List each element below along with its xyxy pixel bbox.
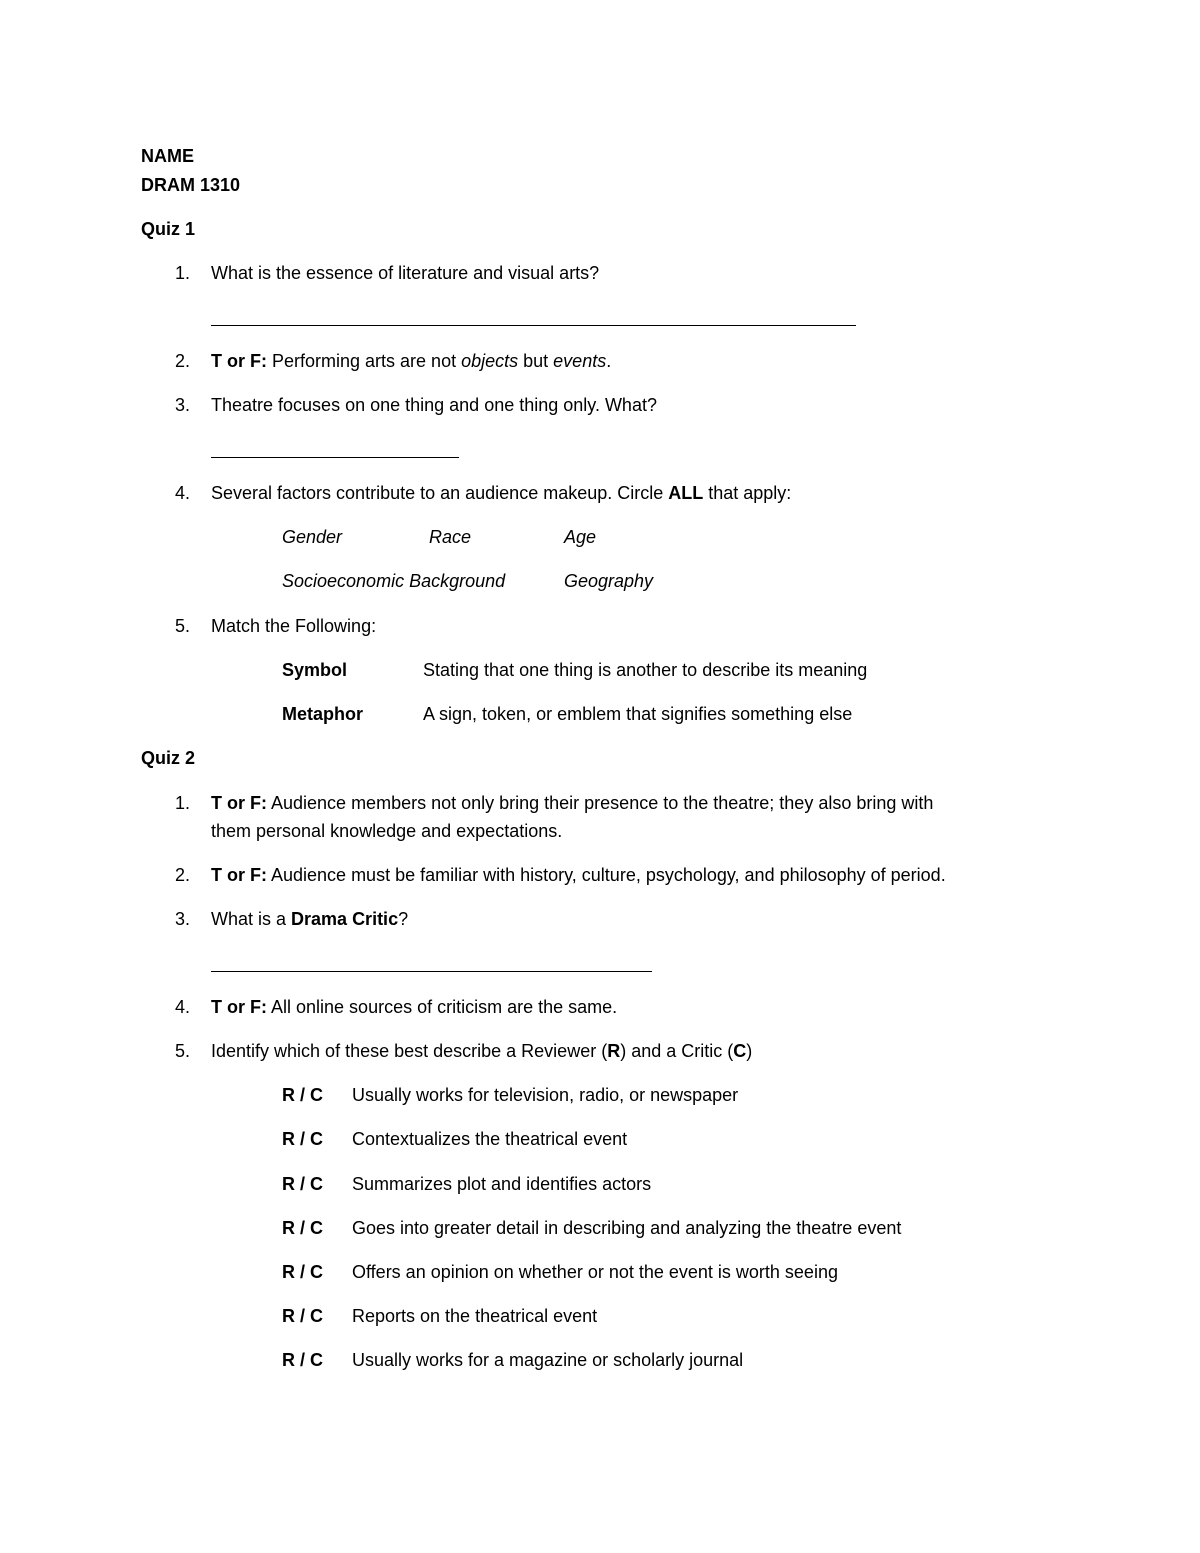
q1-2-text: T or F: Performing arts are not objects but events. — [211, 351, 612, 371]
q1-1-answer-line[interactable] — [211, 325, 856, 326]
q2-5-number: 5. — [175, 1041, 191, 1061]
q2-5-text: Identify which of these best describe a Reviewer (R) and a Critic (C) — [211, 1041, 753, 1061]
q1-3-number: 3. — [175, 395, 191, 415]
rc-choice-7[interactable]: R / C — [282, 1350, 324, 1370]
course-code: DRAM 1310 — [141, 175, 241, 195]
q2-2-text: T or F: Audience must be familiar with history, culture, psychology, and philosophy of period. — [211, 865, 946, 885]
option-gender[interactable]: Gender — [282, 527, 343, 547]
rc-choice-4[interactable]: R / C — [282, 1218, 324, 1238]
q2-1-text-line2: them personal knowledge and expectations. — [211, 821, 563, 841]
rc-choice-5[interactable]: R / C — [282, 1262, 324, 1282]
q2-1-text-line1: T or F: Audience members not only bring their presence to the theatre; they also bring with — [211, 793, 934, 813]
q1-4-number: 4. — [175, 483, 191, 503]
rc-choice-6[interactable]: R / C — [282, 1306, 324, 1326]
rc-item-1: Usually works for television, radio, or newspaper — [352, 1085, 739, 1105]
q2-3-text: What is a Drama Critic? — [211, 909, 409, 929]
quiz2-title: Quiz 2 — [141, 748, 196, 768]
name-label: NAME — [141, 146, 194, 166]
rc-item-6: Reports on the theatrical event — [352, 1306, 598, 1326]
rc-choice-2[interactable]: R / C — [282, 1129, 324, 1149]
q1-2-number: 2. — [175, 351, 191, 371]
option-race[interactable]: Race — [429, 527, 472, 547]
q1-3-answer-line[interactable] — [211, 457, 459, 458]
q1-1-number: 1. — [175, 263, 191, 283]
option-geography[interactable]: Geography — [564, 571, 654, 591]
q2-2-number: 2. — [175, 865, 191, 885]
q2-3-answer-line[interactable] — [211, 971, 652, 972]
match-definition-2: A sign, token, or emblem that signifies something else — [423, 704, 853, 724]
rc-item-7: Usually works for a magazine or scholarly journal — [352, 1350, 744, 1370]
match-term-metaphor: Metaphor — [282, 704, 363, 724]
q1-3-text: Theatre focuses on one thing and one thing only. What? — [211, 395, 657, 415]
q2-4-number: 4. — [175, 997, 191, 1017]
rc-choice-3[interactable]: R / C — [282, 1174, 324, 1194]
q1-5-number: 5. — [175, 616, 191, 636]
match-definition-1: Stating that one thing is another to describe its meaning — [423, 660, 868, 680]
rc-item-5: Offers an opinion on whether or not the event is worth seeing — [352, 1262, 838, 1282]
option-socioeconomic[interactable]: Socioeconomic Background — [282, 571, 506, 591]
q1-4-text: Several factors contribute to an audience makeup. Circle ALL that apply: — [211, 483, 792, 503]
quiz1-title: Quiz 1 — [141, 219, 196, 239]
match-term-symbol: Symbol — [282, 660, 348, 680]
q1-1-text: What is the essence of literature and visual arts? — [211, 263, 600, 283]
rc-item-4: Goes into greater detail in describing and analyzing the theatre event — [352, 1218, 902, 1238]
q2-1-number: 1. — [175, 793, 191, 813]
q1-5-text: Match the Following: — [211, 616, 377, 636]
q2-3-number: 3. — [175, 909, 191, 929]
rc-item-2: Contextualizes the theatrical event — [352, 1129, 628, 1149]
q2-4-text: T or F: All online sources of criticism are the same. — [211, 997, 618, 1017]
rc-choice-1[interactable]: R / C — [282, 1085, 324, 1105]
rc-item-3: Summarizes plot and identifies actors — [352, 1174, 652, 1194]
option-age[interactable]: Age — [564, 527, 597, 547]
